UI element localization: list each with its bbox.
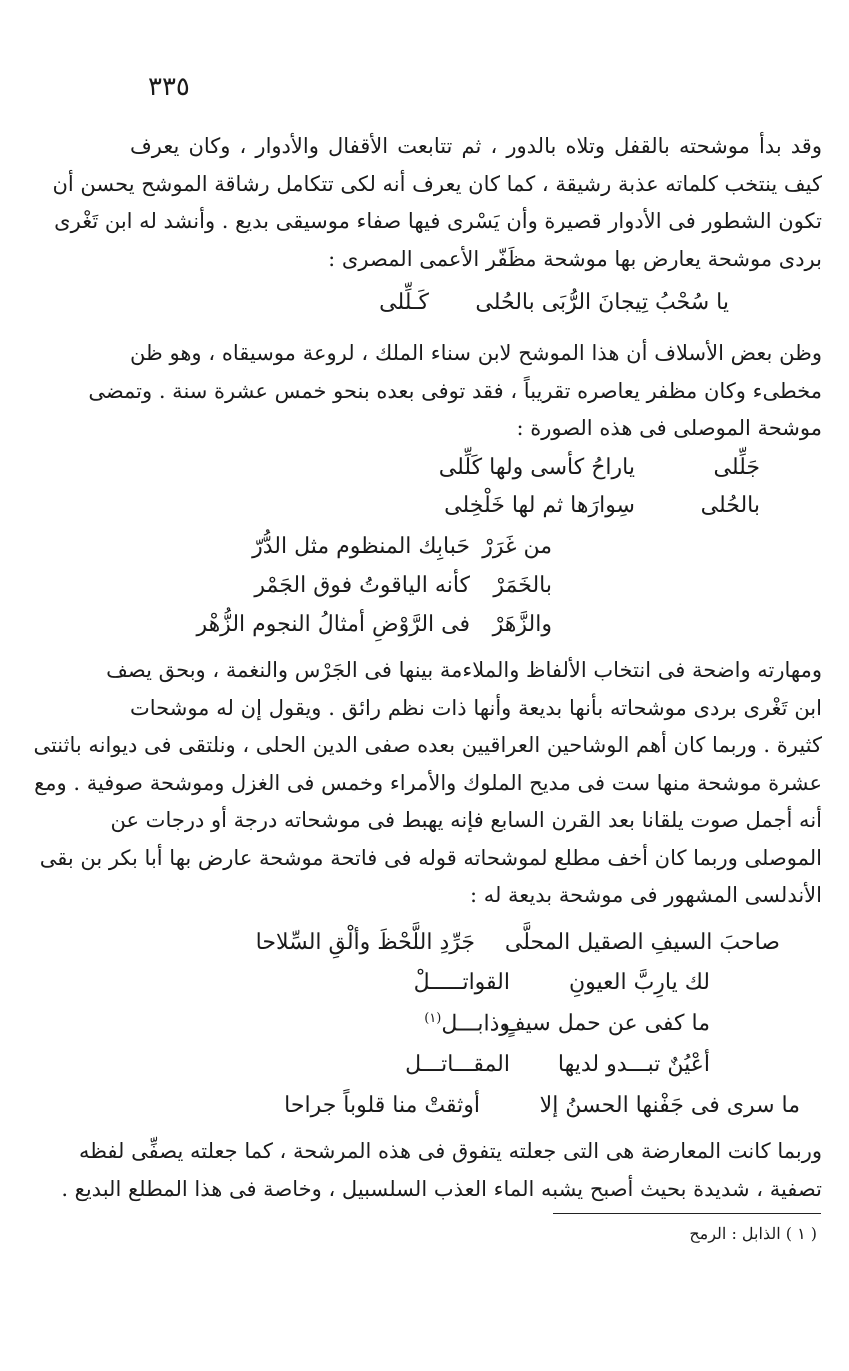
verse-hemistich: كأنه الياقوتُ فوق الجَمْر xyxy=(254,573,470,598)
paragraph-3 xyxy=(33,652,822,915)
footnote-divider xyxy=(553,1213,821,1214)
verse-hemistich: سِوارَها ثم لها خَلْخِلى xyxy=(444,493,635,518)
verse-1 xyxy=(329,290,729,330)
text-line: كيف ينتخب كلماته عذبة رشيقة ، كما كان يعرف أنه لكى تتكامل رشاقة الموشح يحسن أن xyxy=(52,171,822,196)
paragraph-1 xyxy=(52,128,822,278)
verse-2 xyxy=(196,455,760,655)
text-line: عشرة موشحة منها ست فى مديح الملوك والأمراء وخمس فى الغزل وموشحة صوفية . ومع xyxy=(34,770,822,795)
verse-hemistich: القواتـــــلْ xyxy=(413,970,510,995)
verse-qufl: بالخَمَرْ xyxy=(493,573,552,598)
verse-line xyxy=(240,970,780,1006)
text-line: بردى موشحة يعارض بها موشحة مظَفّر الأعمى المصرى : xyxy=(328,246,822,271)
verse-hemistich: حَبابِك المنظوم مثل الدُّرّ xyxy=(252,534,470,559)
verse-line xyxy=(240,1052,780,1088)
text-line: وظن بعض الأسلاف أن هذا الموشح لابن سناء الملك ، لروعة موسيقاه ، وهو ظن xyxy=(130,341,822,365)
footnote-marker: (١) xyxy=(424,1011,442,1026)
verse-hemistich: أوثقتْ منا قلوباً جراحا xyxy=(284,1093,480,1118)
verse-line xyxy=(240,930,780,966)
text-line: الموصلى وربما كان أخف مطلع لموشحاته قوله فى فاتحة موشحة عارض بها أبا بكر بن بقى xyxy=(39,845,822,870)
verse-line xyxy=(240,534,760,570)
verse-hemistich: ما سرى فى جَفْنها الحسنُ إلا xyxy=(539,1093,800,1118)
verse-qufl: بالحُلى xyxy=(700,493,760,518)
verse-qufl: جَلِّلى xyxy=(713,455,760,480)
text-line: مخطىء وكان مظفر يعاصره تقريباً ، فقد توفى بعده بنحو خمس عشرة سنة . وتمضى xyxy=(88,378,822,403)
paragraph-4 xyxy=(61,1133,822,1208)
verse-hemistich: جَرِّدِ اللَّحْظَ وألْقِ السِّلاحا xyxy=(255,930,475,955)
footnote: ( ١ ) الذابل : الرمح xyxy=(689,1224,817,1243)
verse-line xyxy=(240,455,760,491)
text-line: موشحة الموصلى فى هذه الصورة : xyxy=(516,416,822,440)
text-line: الأندلسى المشهور فى موشحة بديعة له : xyxy=(469,883,822,907)
text-line: ومهارته واضحة فى انتخاب الألفاظ والملاءمة بينها فى الجَرْس والنغمة ، وبحق يصف xyxy=(106,658,822,682)
verse-hemistich: كَـلِّلى xyxy=(379,290,429,315)
verse-hemistich: ما كفى عن حمل سيفٍ xyxy=(502,1011,710,1036)
verse-hemistich: المقـــاتـــل xyxy=(405,1052,510,1077)
verse-word: وذابـــل xyxy=(441,1011,510,1037)
verse-hemistich: يا سُحْبُ تِيجانَ الرُّبَى بالحُلى xyxy=(475,290,729,315)
verse-hemistich xyxy=(424,1011,510,1036)
verse-hemistich: لك يارِبَّ العيونِ xyxy=(569,970,710,995)
page-number: ٣٣٥ xyxy=(148,72,190,102)
paragraph-2 xyxy=(88,335,822,448)
verse-hemistich: صاحبَ السيفِ الصقيل المحلَّى xyxy=(504,930,780,955)
verse-line xyxy=(240,1011,780,1047)
verse-hemistich: ياراحُ كأسى ولها كَلِّلى xyxy=(438,455,635,480)
text-line: وقد بدأ موشحته بالقفل وتلاه بالدور ، ثم تتابعت الأقفال والأدوار ، وكان يعرف xyxy=(130,134,822,158)
verse-hemistich: أعْيُنٌ تبـــدو لديها xyxy=(557,1052,710,1077)
verse-line xyxy=(240,573,760,609)
text-line: تصفية ، شديدة بحيث أصبح يشبه الماء العذب السلسبيل ، وخاصة فى هذا المطلع البديع . xyxy=(61,1176,822,1201)
text-line: أنه أجمل صوت يلقانا بعد القرن السابع فإنه يهبط فى موشحاته درجة أو درجات عن xyxy=(110,808,822,832)
text-line: تكون الشطور فى الأدوار قصيرة وأن يَسْرى فيها صفاء موسيقى بديع . وأنشد له ابن تَغْرى xyxy=(54,209,822,233)
verse-line xyxy=(240,493,760,529)
text-line: ابن تَغْرى بردى موشحاته بأنها بديعة وأنها ذات نظم رائق . ويقول إن له موشحات xyxy=(130,695,822,720)
verse-qufl: والزَّهَرْ xyxy=(492,612,552,637)
verse-line xyxy=(196,612,760,648)
verse-3 xyxy=(240,930,800,1130)
verse-qufl: من غَرَرْ xyxy=(482,534,552,559)
verse-hemistich: فى الرَّوْضِ أمثالُ النجوم الزُّهْر xyxy=(196,612,470,637)
text-line: كثيرة . وربما كان أهم الوشاحين العراقيين بعده صفى الدين الحلى ، ونلتقى فى ديوانه باثنتى xyxy=(33,733,822,757)
text-line: وربما كانت المعارضة هى التى جعلته يتفوق فى هذه المرشحة ، كما جعلته يصفِّى لفظه xyxy=(78,1139,822,1163)
verse-line xyxy=(240,1093,800,1129)
